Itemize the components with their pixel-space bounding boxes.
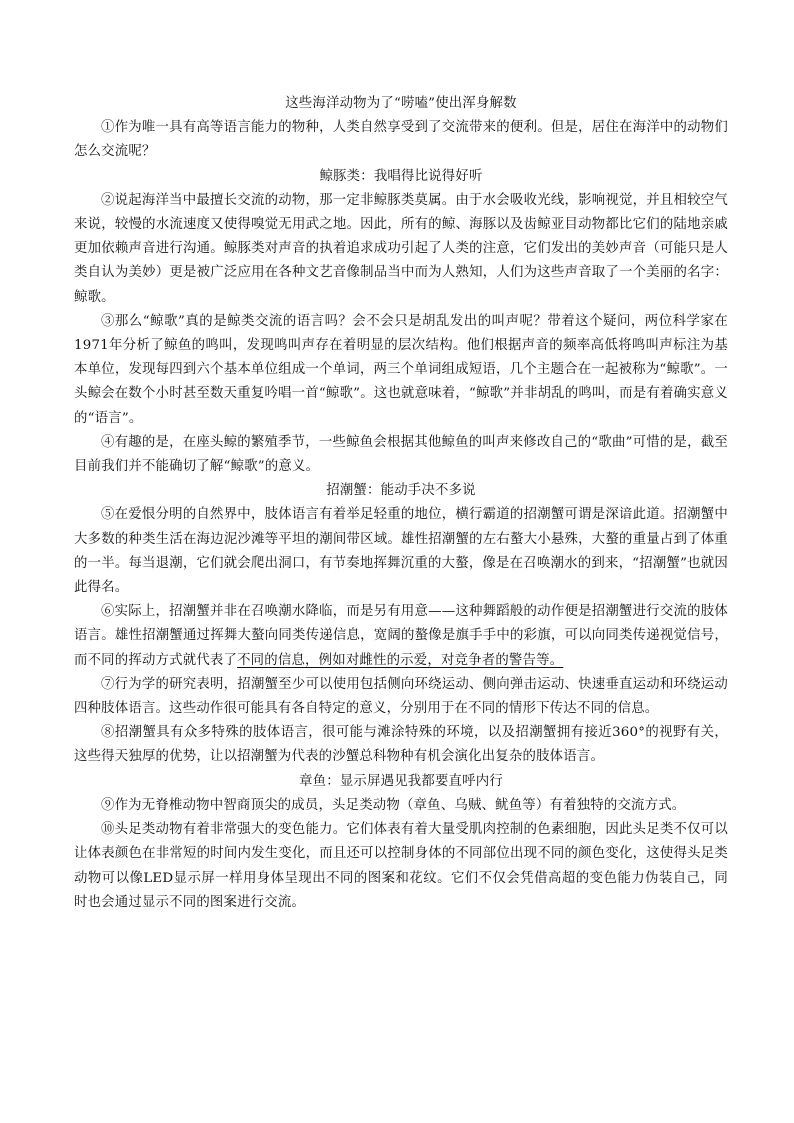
paragraph-6-underlined-text: 不同的信息，例如对雌性的示爱，对竞争者的警告等。 [237, 652, 564, 668]
paragraph-7: ⑦行为学的研究表明，招潮蟹至少可以使用包括侧向环绕运动、侧向弹击运动、快速垂直运动和环绕运动四种肢体语言。这些动作很可能具有各自特定的意义，分别用于在不同的情形下传达不同的信息。 [74, 676, 728, 717]
section-heading-octopus: 章鱼：显示屏遇见我都要直呼内行 [299, 773, 503, 789]
section-heading-fiddler-crabs: 招潮蟹：能动手决不多说 [326, 483, 476, 499]
section-heading-whales: 鲸豚类：我唱得比说得好听 [319, 168, 483, 184]
article [74, 92, 728, 915]
paragraph-9: ⑨作为无脊椎动物中智商顶尖的成员，头足类动物（章鱼、乌贼、鱿鱼等）有着独特的交流方式。 [101, 797, 686, 813]
paragraph-8: ⑧招潮蟹具有众多特殊的肢体语言，很可能与滩涂特殊的环境，以及招潮蟹拥有接近360°的视野有关，这些得天独厚的优势，让以招潮蟹为代表的沙蟹总科物种有机会演化出复杂的肢体语言。 [74, 725, 728, 765]
article-title: 这些海洋动物为了“唠嗑”使出浑身解数 [285, 96, 517, 111]
paragraph-10: ⑩头足类动物有着非常强大的变色能力。它们体表有着大量受肌肉控制的色素细胞，因此头足类不仅可以让体表颜色在非常短的时间内发生变化，而且还可以控制身体的不同部位出现不同的颜色变化，这使得头足类动物可以像LED显示屏一样用身体呈现出不同的图案和花纹。它们不仅会凭借高超的变色能力伪装自己，同时也会通过显示不同的图案进行交流。 [74, 822, 728, 910]
paragraph-2: ②说起海洋当中最擅长交流的动物，那一定非鲸豚类莫属。由于水会吸收光线，影响视觉，并且相较空气来说，较慢的水流速度又使得嗅觉无用武之地。因此，所有的鲸、海豚以及齿鲸亚目动物都比它们的陆地亲戚更加依赖声音进行沟通。鲸豚类对声音的执着追求成功引起了人类的注意，它们发出的美妙声音（可能只是人类自认为美妙）更是被广泛应用在各种文艺音像制品当中而为人熟知，人们为这些声音取了一个美丽的名字：鲸歌。 [74, 192, 728, 305]
paragraph-6-text: ⑥实际上，招潮蟹并非在召唤潮水降临，而是另有用意——这种舞蹈般的动作便是招潮蟹进行交流的肢体语言。雄性招潮蟹通过挥舞大螯向同类传递信息，宽阔的螯像是旗手手中的彩旗，可以向同类传递视觉信号，而不同的挥动方式就代表了 [74, 604, 728, 668]
paragraph-1: ①作为唯一具有高等语言能力的物种，人类自然享受到了交流带来的便利。但是，居住在海洋中的动物们怎么交流呢？ [74, 120, 728, 160]
paragraph-6 [74, 600, 728, 673]
paragraph-4: ④有趣的是，在座头鲸的繁殖季节，一些鲸鱼会根据其他鲸鱼的叫声来修改自己的“歌曲”可惜的是，截至目前我们并不能确切了解“鲸歌”的意义。 [74, 434, 728, 475]
paragraph-5: ⑤在爱恨分明的自然界中，肢体语言有着举足轻重的地位，横行霸道的招潮蟹可谓是深谙此道。招潮蟹中大多数的种类生活在海边泥沙滩等平坦的潮间带区域。雄性招潮蟹的左右螯大小悬殊，大螯的重量占到了体重的一半。每当退潮，它们就会爬出洞口，有节奏地挥舞沉重的大螯，像是在召唤潮水的到来，“招潮蟹”也就因此得名。 [74, 507, 728, 596]
paragraph-3: ③那么“鲸歌”真的是鲸类交流的语言吗？会不会只是胡乱发出的叫声呢？带着这个疑问，两位科学家在1971年分析了鲸鱼的鸣叫，发现鸣叫声存在着明显的层次结构。他们根据声音的频率高低将鸣叫声标注为基本单位，发现每四到六个基本单位组成一个单词，两三个单词组成短语，几个主题合在一起被称为“鲸歌”。一头鲸会在数个小时甚至数天重复吟唱一首“鲸歌”。这也就意味着，“鲸歌”并非胡乱的鸣叫，而是有着确实意义的“语言”。 [74, 313, 728, 426]
